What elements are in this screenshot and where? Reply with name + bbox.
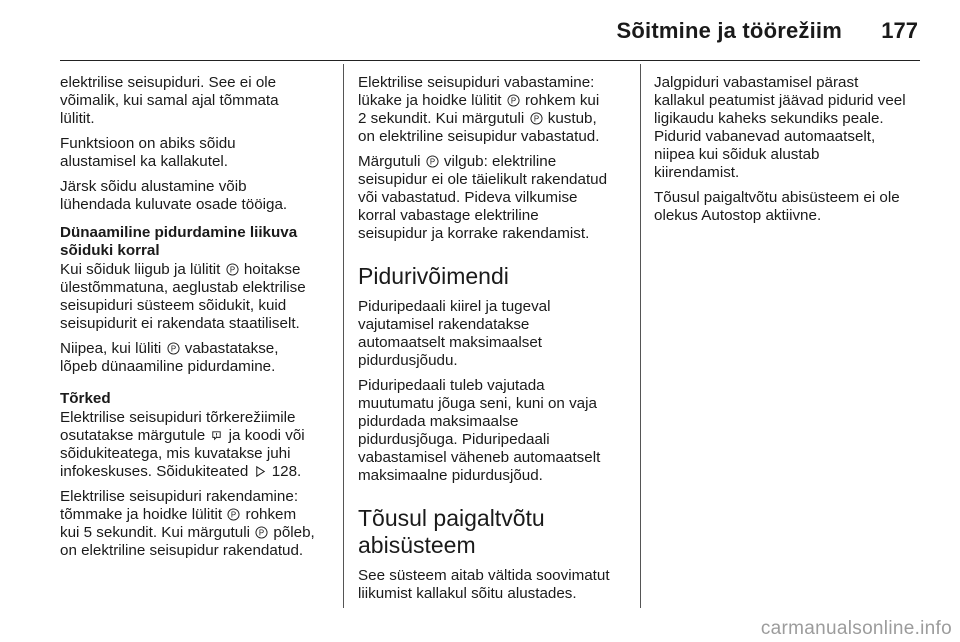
- reference-arrow-icon: [254, 465, 267, 478]
- paragraph: See süsteem aitab vältida soovimatut liikumist kallakul sõitu alustades.: [358, 567, 610, 602]
- parking-brake-icon: [426, 155, 439, 168]
- parking-brake-icon: [226, 263, 239, 276]
- paragraph: Järsk sõidu alustamine võib lühendada kuluvate osade tööiga.: [60, 178, 288, 213]
- page-number: 177: [881, 18, 918, 43]
- column-divider: [343, 64, 344, 608]
- paragraph: Funktsioon on abiks sõidu alustamisel ka kallakutel.: [60, 135, 236, 170]
- paragraph: Kui sõiduk liigub ja lülitit P hoitakse ülestõmmatuna, aeglustab elektrilise seisupiduri süsteem sõidukit, kuid seisupidurit ei rakendata staatiliselt.: [60, 261, 306, 332]
- paragraph: Tõusul paigaltvõtu abisüsteem ei ole olekus Autostop aktiivne.: [654, 189, 900, 224]
- section-title: Sõitmine ja töörežiim: [616, 18, 842, 43]
- svg-text:P: P: [170, 344, 176, 354]
- parking-brake-icon: [507, 94, 520, 107]
- page-header: [0, 0, 960, 62]
- heading-brake-assist: Pidurivõimendi: [358, 263, 509, 289]
- parking-brake-icon: [255, 526, 268, 539]
- paragraph: Elektrilise seisupiduri vabastamine: lükake ja hoidke lülitit P rohkem kui 2 sekundit. Kui märgutuli P kustub, on elektriline seisupidur vabastatud.: [358, 74, 600, 145]
- parking-brake-icon: [227, 508, 240, 521]
- subheading-faults: Tõrked: [60, 390, 111, 407]
- svg-text:P: P: [259, 528, 265, 538]
- paragraph: Märgutuli P vilgub: elektriline seisupidur ei ole täielikult rakendatud või vabastatud. Pideva vilkumise korral vabastage elektriline seisupidur ja korrake rakendamist.: [358, 153, 608, 242]
- text-column-1: [60, 74, 325, 567]
- paragraph: elektrilise seisupiduri. See ei ole võimalik, kui samal ajal tõmmata lülitit.: [60, 74, 279, 127]
- svg-text:P: P: [533, 114, 539, 124]
- parking-brake-icon: [530, 112, 543, 125]
- paragraph: Piduripedaali kiirel ja tugeval vajutamisel rakendatakse automaatselt maksimaalset pidurdusjõudu.: [358, 298, 551, 369]
- column-divider: [640, 64, 641, 608]
- svg-text:P: P: [231, 510, 237, 520]
- paragraph: Jalgpiduri vabastamisel pärast kallakul peatumist jäävad pidurid veel ligikaudu kaheks sekundiks peale. Pidurid vabanevad automaatselt, niipea kui sõiduk alustab kiirendamist.: [654, 74, 906, 181]
- paragraph: Elektrilise seisupiduri tõrkerežiimile osutatakse märgutule ja koodi või sõidukiteatega, mis kuvatakse juhi infokeskuses. Sõidukiteated 128.: [60, 409, 305, 480]
- text-column-3: [654, 74, 919, 232]
- heading-hill-start-assist: Tõusul paigaltvõtu abisüsteem: [358, 505, 545, 558]
- paragraph: Niipea, kui lüliti P vabastatakse, lõpeb dünaamiline pidurdamine.: [60, 340, 279, 375]
- parking-brake-icon: [167, 342, 180, 355]
- svg-text:P: P: [510, 96, 516, 106]
- brake-warning-lamp-icon: [210, 429, 223, 442]
- paragraph: Piduripedaali tuleb vajutada muutumatu jõuga seni, kuni on vaja pidurdada maksimaalse pidurdusjõuga. Piduripedaali vabastamisel väheneb automaatselt maksimaalne pidurdusjõud.: [358, 377, 601, 484]
- header-divider: [60, 60, 920, 61]
- watermark: carmanualsonline.info: [760, 618, 952, 639]
- svg-text:P: P: [429, 157, 435, 167]
- text-column-2: [358, 74, 623, 610]
- subheading-dynamic-braking: Dünaamiline pidurdamine liikuva sõiduki korral: [60, 224, 298, 259]
- paragraph: Elektrilise seisupiduri rakendamine: tõmmake ja hoidke lülitit P rohkem kui 5 sekundit. Kui märgutuli P põleb, on elektriline seisupidur rakendatud.: [60, 488, 315, 559]
- svg-text:P: P: [229, 265, 235, 275]
